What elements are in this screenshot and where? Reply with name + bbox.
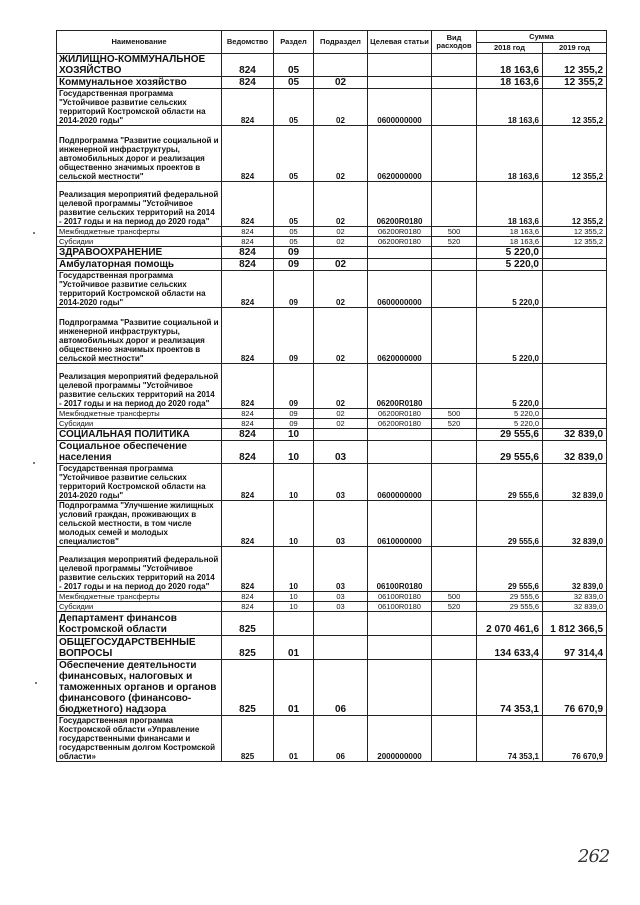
row-podrazdel: 06 xyxy=(314,660,368,716)
row-sum-2019: 12 355,2 xyxy=(543,237,607,247)
row-name: Подпрограмма "Развитие социальной и инженерной инфраструктуры, автомобильных дорог и реализация общественно значимых проектов в сельской местности" xyxy=(57,308,222,364)
row-sum-2018: 29 555,6 xyxy=(477,441,543,464)
row-sum-2019 xyxy=(543,308,607,364)
row-vid: 500 xyxy=(432,592,477,602)
header-2019: 2019 год xyxy=(543,43,607,54)
row-sum-2019: 32 839,0 xyxy=(543,464,607,501)
row-podrazdel: 02 xyxy=(314,308,368,364)
row-vedomstvo: 824 xyxy=(222,126,274,182)
table-row xyxy=(57,54,607,77)
row-sum-2019: 12 355,2 xyxy=(543,126,607,182)
row-podrazdel: 02 xyxy=(314,89,368,126)
row-sum-2018: 5 220,0 xyxy=(477,247,543,259)
row-razdel: 10 xyxy=(274,441,314,464)
table-row xyxy=(57,592,607,602)
row-razdel: 05 xyxy=(274,126,314,182)
budget-table xyxy=(56,30,607,762)
table-row xyxy=(57,501,607,547)
row-name: Государственная программа "Устойчивое развитие сельских территорий Костромской области на 2014-2020 годы" xyxy=(57,271,222,308)
table-row xyxy=(57,247,607,259)
row-vid: 500 xyxy=(432,409,477,419)
row-tselevaya xyxy=(368,54,432,77)
row-vedomstvo: 824 xyxy=(222,441,274,464)
row-podrazdel: 03 xyxy=(314,592,368,602)
row-razdel: 05 xyxy=(274,237,314,247)
row-podrazdel: 02 xyxy=(314,259,368,271)
table-row xyxy=(57,259,607,271)
row-sum-2018: 18 163,6 xyxy=(477,182,543,227)
row-tselevaya: 0620000000 xyxy=(368,308,432,364)
scan-speck xyxy=(33,232,35,234)
row-tselevaya: 2000000000 xyxy=(368,716,432,762)
row-sum-2019: 12 355,2 xyxy=(543,182,607,227)
row-razdel: 10 xyxy=(274,592,314,602)
row-razdel: 01 xyxy=(274,660,314,716)
row-sum-2019: 12 355,2 xyxy=(543,77,607,89)
row-name: Подпрограмма "Развитие социальной и инженерной инфраструктуры, автомобильных дорог и реализация общественно значимых проектов в сельской местности" xyxy=(57,126,222,182)
row-tselevaya: 06200R0180 xyxy=(368,227,432,237)
row-podrazdel: 03 xyxy=(314,441,368,464)
row-vedomstvo: 824 xyxy=(222,247,274,259)
table-header xyxy=(57,31,607,54)
row-name: Государственная программа "Устойчивое развитие сельских территорий Костромской области на 2014-2020 годы" xyxy=(57,464,222,501)
row-vid xyxy=(432,660,477,716)
row-vid xyxy=(432,77,477,89)
row-sum-2019: 76 670,9 xyxy=(543,716,607,762)
row-tselevaya: 0600000000 xyxy=(368,89,432,126)
row-sum-2018: 29 555,6 xyxy=(477,464,543,501)
row-sum-2019: 12 355,2 xyxy=(543,54,607,77)
row-sum-2018: 5 220,0 xyxy=(477,308,543,364)
table-row xyxy=(57,77,607,89)
row-vedomstvo: 824 xyxy=(222,464,274,501)
row-tselevaya xyxy=(368,77,432,89)
scan-speck xyxy=(35,682,37,684)
row-razdel: 09 xyxy=(274,409,314,419)
row-tselevaya: 0620000000 xyxy=(368,126,432,182)
row-vid xyxy=(432,308,477,364)
row-tselevaya xyxy=(368,636,432,660)
row-razdel: 01 xyxy=(274,636,314,660)
row-sum-2019 xyxy=(543,409,607,419)
row-tselevaya: 06200R0180 xyxy=(368,419,432,429)
row-sum-2018: 29 555,6 xyxy=(477,602,543,612)
row-name: Государственная программа Костромской области «Управление государственными финансами и государственным долгом Костромской области» xyxy=(57,716,222,762)
row-name: Подпрограмма "Улучшение жилищных условий граждан, проживающих в сельской местности, в том числе молодых семей и молодых специалистов" xyxy=(57,501,222,547)
table-row xyxy=(57,89,607,126)
row-vid xyxy=(432,464,477,501)
row-vid xyxy=(432,501,477,547)
row-tselevaya xyxy=(368,259,432,271)
row-vedomstvo: 824 xyxy=(222,429,274,441)
page-number: 262 xyxy=(578,846,610,867)
budget-table-sheet xyxy=(56,30,606,762)
row-sum-2019 xyxy=(543,364,607,409)
row-sum-2018: 29 555,6 xyxy=(477,429,543,441)
row-sum-2019 xyxy=(543,259,607,271)
row-podrazdel xyxy=(314,612,368,636)
row-tselevaya xyxy=(368,660,432,716)
row-sum-2018: 18 163,6 xyxy=(477,77,543,89)
row-tselevaya: 06200R0180 xyxy=(368,409,432,419)
row-podrazdel: 03 xyxy=(314,602,368,612)
row-podrazdel xyxy=(314,429,368,441)
row-vid xyxy=(432,182,477,227)
row-vid: 500 xyxy=(432,227,477,237)
row-podrazdel: 03 xyxy=(314,501,368,547)
row-sum-2018: 5 220,0 xyxy=(477,271,543,308)
row-vedomstvo: 824 xyxy=(222,237,274,247)
header-razdel: Раздел xyxy=(274,31,314,54)
row-podrazdel xyxy=(314,247,368,259)
row-vid: 520 xyxy=(432,602,477,612)
row-sum-2019 xyxy=(543,271,607,308)
row-sum-2019: 32 839,0 xyxy=(543,592,607,602)
row-sum-2018: 18 163,6 xyxy=(477,227,543,237)
row-vedomstvo: 824 xyxy=(222,419,274,429)
row-name: Субсидии xyxy=(57,419,222,429)
row-podrazdel: 02 xyxy=(314,237,368,247)
row-razdel: 05 xyxy=(274,182,314,227)
row-vid xyxy=(432,441,477,464)
row-vid: 520 xyxy=(432,419,477,429)
row-podrazdel: 02 xyxy=(314,126,368,182)
row-sum-2018: 18 163,6 xyxy=(477,89,543,126)
row-razdel: 01 xyxy=(274,716,314,762)
row-vid: 520 xyxy=(432,237,477,247)
row-tselevaya: 06100R0180 xyxy=(368,547,432,592)
row-vedomstvo: 824 xyxy=(222,592,274,602)
row-name: ОБЩЕГОСУДАРСТВЕННЫЕ ВОПРОСЫ xyxy=(57,636,222,660)
table-row xyxy=(57,464,607,501)
table-row xyxy=(57,716,607,762)
table-row xyxy=(57,364,607,409)
header-summa: Сумма xyxy=(477,31,607,43)
row-sum-2019: 12 355,2 xyxy=(543,89,607,126)
row-vid xyxy=(432,54,477,77)
row-tselevaya xyxy=(368,429,432,441)
row-podrazdel: 02 xyxy=(314,77,368,89)
row-sum-2019: 32 839,0 xyxy=(543,501,607,547)
row-vedomstvo: 824 xyxy=(222,259,274,271)
row-vedomstvo: 824 xyxy=(222,77,274,89)
row-vedomstvo: 825 xyxy=(222,660,274,716)
row-tselevaya xyxy=(368,612,432,636)
row-razdel: 09 xyxy=(274,364,314,409)
table-row xyxy=(57,419,607,429)
row-vedomstvo: 824 xyxy=(222,227,274,237)
row-razdel: 09 xyxy=(274,271,314,308)
row-name: Государственная программа "Устойчивое развитие сельских территорий Костромской области на 2014-2020 годы" xyxy=(57,89,222,126)
row-podrazdel: 06 xyxy=(314,716,368,762)
row-tselevaya: 06200R0180 xyxy=(368,237,432,247)
row-tselevaya: 0610000000 xyxy=(368,501,432,547)
row-vedomstvo: 824 xyxy=(222,54,274,77)
row-sum-2019: 32 839,0 xyxy=(543,547,607,592)
row-sum-2018: 18 163,6 xyxy=(477,54,543,77)
row-vid xyxy=(432,716,477,762)
row-podrazdel xyxy=(314,54,368,77)
row-sum-2018: 18 163,6 xyxy=(477,126,543,182)
row-name: ЗДРАВООХРАНЕНИЕ xyxy=(57,247,222,259)
row-name: Обеспечение деятельности финансовых, налоговых и таможенных органов и органов финансового (финансово-бюджетного) надзора xyxy=(57,660,222,716)
row-razdel: 05 xyxy=(274,227,314,237)
row-name: Субсидии xyxy=(57,602,222,612)
row-vedomstvo: 824 xyxy=(222,308,274,364)
row-sum-2019: 12 355,2 xyxy=(543,227,607,237)
row-vid xyxy=(432,126,477,182)
row-vid xyxy=(432,271,477,308)
row-vedomstvo: 824 xyxy=(222,547,274,592)
row-tselevaya: 06100R0180 xyxy=(368,602,432,612)
row-vid xyxy=(432,636,477,660)
table-row xyxy=(57,547,607,592)
row-vid xyxy=(432,429,477,441)
row-tselevaya: 06100R0180 xyxy=(368,592,432,602)
row-podrazdel: 02 xyxy=(314,182,368,227)
row-vid xyxy=(432,259,477,271)
row-razdel xyxy=(274,612,314,636)
row-sum-2019: 76 670,9 xyxy=(543,660,607,716)
row-sum-2018: 2 070 461,6 xyxy=(477,612,543,636)
row-vedomstvo: 824 xyxy=(222,602,274,612)
row-name: Социальное обеспечение населения xyxy=(57,441,222,464)
row-vedomstvo: 824 xyxy=(222,364,274,409)
table-body xyxy=(57,54,607,762)
row-sum-2018: 74 353,1 xyxy=(477,716,543,762)
row-vedomstvo: 825 xyxy=(222,716,274,762)
row-tselevaya: 06200R0180 xyxy=(368,364,432,409)
row-name: Межбюджетные трансферты xyxy=(57,409,222,419)
row-podrazdel: 02 xyxy=(314,364,368,409)
row-name: СОЦИАЛЬНАЯ ПОЛИТИКА xyxy=(57,429,222,441)
row-sum-2018: 5 220,0 xyxy=(477,364,543,409)
row-sum-2018: 74 353,1 xyxy=(477,660,543,716)
row-razdel: 10 xyxy=(274,602,314,612)
row-razdel: 09 xyxy=(274,247,314,259)
header-vedomstvo: Ведомство xyxy=(222,31,274,54)
row-sum-2019 xyxy=(543,247,607,259)
row-podrazdel: 02 xyxy=(314,271,368,308)
row-sum-2018: 5 220,0 xyxy=(477,419,543,429)
row-tselevaya: 06200R0180 xyxy=(368,182,432,227)
table-row xyxy=(57,271,607,308)
row-podrazdel: 02 xyxy=(314,409,368,419)
row-tselevaya: 0600000000 xyxy=(368,464,432,501)
row-sum-2019 xyxy=(543,419,607,429)
row-razdel: 09 xyxy=(274,419,314,429)
row-vedomstvo: 825 xyxy=(222,612,274,636)
row-razdel: 10 xyxy=(274,501,314,547)
row-razdel: 05 xyxy=(274,77,314,89)
header-name: Наименование xyxy=(57,31,222,54)
row-sum-2019: 32 839,0 xyxy=(543,602,607,612)
row-name: Межбюджетные трансферты xyxy=(57,592,222,602)
header-vid: Вид расходов xyxy=(432,31,477,54)
row-sum-2018: 5 220,0 xyxy=(477,409,543,419)
header-podrazdel: Подраздел xyxy=(314,31,368,54)
row-podrazdel: 02 xyxy=(314,419,368,429)
row-vid xyxy=(432,364,477,409)
row-razdel: 05 xyxy=(274,89,314,126)
table-row xyxy=(57,237,607,247)
row-sum-2018: 29 555,6 xyxy=(477,547,543,592)
row-podrazdel: 03 xyxy=(314,547,368,592)
row-vedomstvo: 824 xyxy=(222,89,274,126)
row-sum-2018: 5 220,0 xyxy=(477,259,543,271)
row-name: Межбюджетные трансферты xyxy=(57,227,222,237)
row-vedomstvo: 825 xyxy=(222,636,274,660)
row-razdel: 10 xyxy=(274,464,314,501)
row-sum-2018: 134 633,4 xyxy=(477,636,543,660)
row-name: Реализация мероприятий федеральной целевой программы "Устойчивое развитие сельских территорий на 2014 - 2017 годы и на период до 2020 года" xyxy=(57,182,222,227)
row-sum-2019: 32 839,0 xyxy=(543,441,607,464)
table-row xyxy=(57,612,607,636)
row-name: ЖИЛИЩНО-КОММУНАЛЬНОЕ ХОЗЯЙСТВО xyxy=(57,54,222,77)
table-row xyxy=(57,409,607,419)
table-row xyxy=(57,429,607,441)
row-razdel: 10 xyxy=(274,547,314,592)
row-vedomstvo: 824 xyxy=(222,182,274,227)
row-razdel: 10 xyxy=(274,429,314,441)
row-podrazdel xyxy=(314,636,368,660)
row-tselevaya xyxy=(368,441,432,464)
table-row xyxy=(57,227,607,237)
row-razdel: 09 xyxy=(274,259,314,271)
row-name: Реализация мероприятий федеральной целевой программы "Устойчивое развитие сельских территорий на 2014 - 2017 годы и на период до 2020 года" xyxy=(57,547,222,592)
row-sum-2019: 32 839,0 xyxy=(543,429,607,441)
row-sum-2019: 1 812 366,5 xyxy=(543,612,607,636)
row-razdel: 09 xyxy=(274,308,314,364)
row-vid xyxy=(432,247,477,259)
table-row xyxy=(57,441,607,464)
table-row xyxy=(57,182,607,227)
row-name: Коммунальное хозяйство xyxy=(57,77,222,89)
scan-speck xyxy=(33,462,35,464)
table-row xyxy=(57,636,607,660)
row-sum-2018: 18 163,6 xyxy=(477,237,543,247)
row-vedomstvo: 824 xyxy=(222,409,274,419)
row-razdel: 05 xyxy=(274,54,314,77)
row-vid xyxy=(432,89,477,126)
table-row xyxy=(57,308,607,364)
row-sum-2019: 97 314,4 xyxy=(543,636,607,660)
row-vid xyxy=(432,612,477,636)
row-vid xyxy=(432,547,477,592)
row-podrazdel: 02 xyxy=(314,227,368,237)
row-vedomstvo: 824 xyxy=(222,271,274,308)
row-name: Амбулаторная помощь xyxy=(57,259,222,271)
header-tselevaya: Целевая статьи xyxy=(368,31,432,54)
row-name: Департамент финансов Костромской области xyxy=(57,612,222,636)
row-tselevaya xyxy=(368,247,432,259)
table-row xyxy=(57,602,607,612)
header-2018: 2018 год xyxy=(477,43,543,54)
row-name: Реализация мероприятий федеральной целевой программы "Устойчивое развитие сельских территорий на 2014 - 2017 годы и на период до 2020 года" xyxy=(57,364,222,409)
row-vedomstvo: 824 xyxy=(222,501,274,547)
table-row xyxy=(57,660,607,716)
row-sum-2018: 29 555,6 xyxy=(477,501,543,547)
row-podrazdel: 03 xyxy=(314,464,368,501)
table-row xyxy=(57,126,607,182)
row-sum-2018: 29 555,6 xyxy=(477,592,543,602)
row-tselevaya: 0600000000 xyxy=(368,271,432,308)
row-name: Субсидии xyxy=(57,237,222,247)
